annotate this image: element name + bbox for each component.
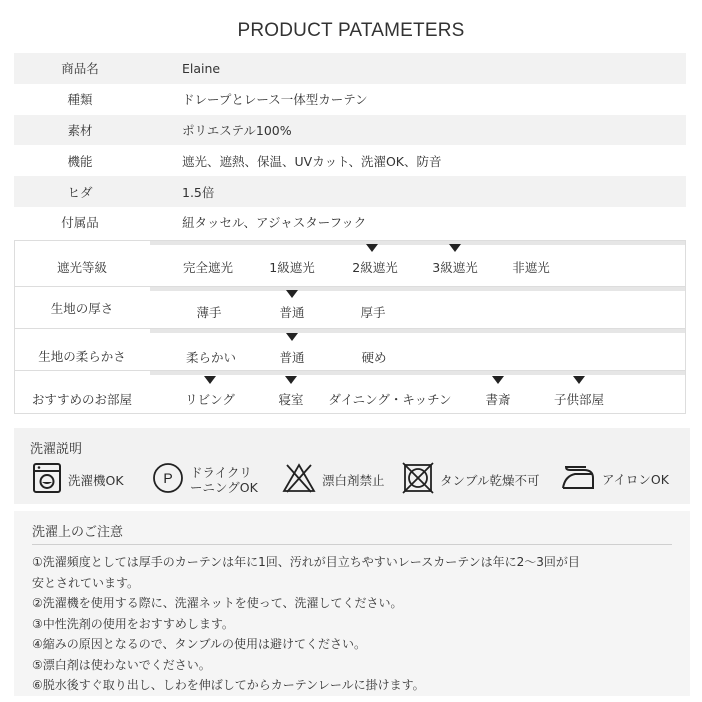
spec-table (14, 53, 686, 238)
selected-marker-icon (286, 333, 298, 341)
spec-row (14, 53, 686, 84)
caution-line-text: ②洗濯機を使用する際に、洗濯ネットを使って、洗濯してください。 (32, 596, 403, 610)
wash-item (152, 462, 258, 498)
caution-title: 洗濯上のご注意 (32, 525, 124, 540)
level-row (15, 241, 685, 287)
level-option: 厚手 (360, 305, 386, 320)
level-bar (150, 371, 685, 375)
wash-label-line: ドライクリ (190, 465, 252, 480)
wash-label: タンブル乾燥不可 (440, 472, 540, 488)
level-option: 完全遮光 (182, 260, 234, 275)
caution-line-text: 安とされています。 (32, 575, 140, 590)
spec-value: ドレープとレース一体型カーテン (182, 92, 368, 108)
selected-marker-icon (366, 244, 378, 252)
level-key: 生地の柔らかさ (38, 349, 126, 364)
wash-item (560, 462, 669, 496)
wash-item (282, 462, 385, 498)
level-row (15, 371, 685, 413)
level-key: 遮光等級 (56, 260, 107, 275)
wash-label: 漂白剤禁止 (322, 472, 385, 488)
no-bleach-icon (282, 462, 316, 498)
caution-line-text: ③中性洗剤の使用をおすすめします。 (32, 616, 234, 631)
washing-instructions (14, 428, 690, 504)
spec-value: 1.5倍 (182, 184, 215, 200)
spec-key: 商品名 (61, 61, 99, 77)
spec-value: 遮光、遮熱、保温、UVカット、洗濯OK、防音 (182, 153, 442, 169)
spec-key: 種類 (67, 92, 93, 108)
level-option: 非遮光 (512, 260, 550, 275)
no-tumble-dry-icon (402, 462, 434, 498)
level-option: 2級遮光 (352, 260, 398, 275)
level-row (15, 329, 685, 371)
selected-marker-icon (573, 376, 585, 384)
caution-section (14, 511, 690, 696)
wash-item (402, 462, 540, 498)
level-option: 薄手 (196, 305, 222, 320)
spec-value: ポリエステル100% (182, 122, 292, 138)
level-option: 書斎 (485, 392, 511, 407)
selected-marker-icon (492, 376, 504, 384)
level-option: 柔らかい (185, 350, 237, 365)
spec-key: ヒダ (67, 184, 93, 200)
spec-value: Elaine (182, 60, 221, 76)
dry-clean-icon (152, 462, 184, 498)
selected-marker-icon (204, 376, 216, 384)
level-option: 3級遮光 (432, 260, 478, 275)
divider (32, 544, 672, 545)
level-bar (150, 287, 685, 291)
level-key: 生地の厚さ (50, 301, 114, 316)
wash-label: 洗濯機OK (68, 472, 124, 488)
svg-text:P: P (163, 470, 173, 486)
spec-key: 素材 (67, 122, 93, 138)
washing-title: 洗濯説明 (30, 442, 83, 457)
caution-notes (32, 552, 652, 696)
level-option: ダイニング・キッチン (328, 392, 452, 407)
spec-row (14, 207, 686, 238)
wash-label (190, 465, 258, 495)
page-title: PRODUCT PATAMETERS (237, 20, 465, 41)
spec-row (14, 84, 686, 115)
level-bar (150, 241, 685, 245)
spec-key: 機能 (67, 153, 93, 169)
selected-marker-icon (449, 244, 461, 252)
level-option: 子供部屋 (553, 392, 605, 407)
wash-label: アイロンOK (602, 471, 669, 487)
washing-machine-icon (32, 462, 62, 498)
spec-key: 付属品 (61, 215, 99, 231)
level-table (14, 240, 686, 414)
selected-marker-icon (285, 376, 297, 384)
spec-row (14, 145, 686, 176)
level-option: 普通 (279, 305, 305, 320)
level-bar (150, 329, 685, 333)
selected-marker-icon (286, 290, 298, 298)
spec-row (14, 176, 686, 207)
caution-line-text: ⑤漂白剤は使わないでください。 (32, 657, 211, 672)
caution-line-text: ④縮みの原因となるので、タンブルの使用は避けてください。 (32, 637, 367, 651)
wash-item (32, 462, 124, 498)
spec-row (14, 115, 686, 146)
level-option: 1級遮光 (269, 260, 315, 275)
level-option: 普通 (279, 350, 305, 365)
caution-line-text: ⑥脱水後すぐ取り出し、しわを伸ばしてからカーテンレールに掛けます。 (32, 678, 425, 692)
level-row (15, 287, 685, 329)
caution-line-text: ①洗濯頻度としては厚手のカーテンは年に1回、汚れが目立ちやすいレースカーテンは年に2〜3回が目 (32, 555, 580, 569)
spec-value: 紐タッセル、アジャスターフック (182, 215, 367, 231)
level-option: 硬め (361, 350, 387, 365)
iron-icon (560, 462, 596, 496)
level-option: リビング (185, 392, 235, 407)
level-option: 寝室 (278, 392, 304, 407)
level-key: おすすめのお部屋 (31, 392, 133, 407)
wash-label-line: ーニングOK (190, 480, 258, 495)
